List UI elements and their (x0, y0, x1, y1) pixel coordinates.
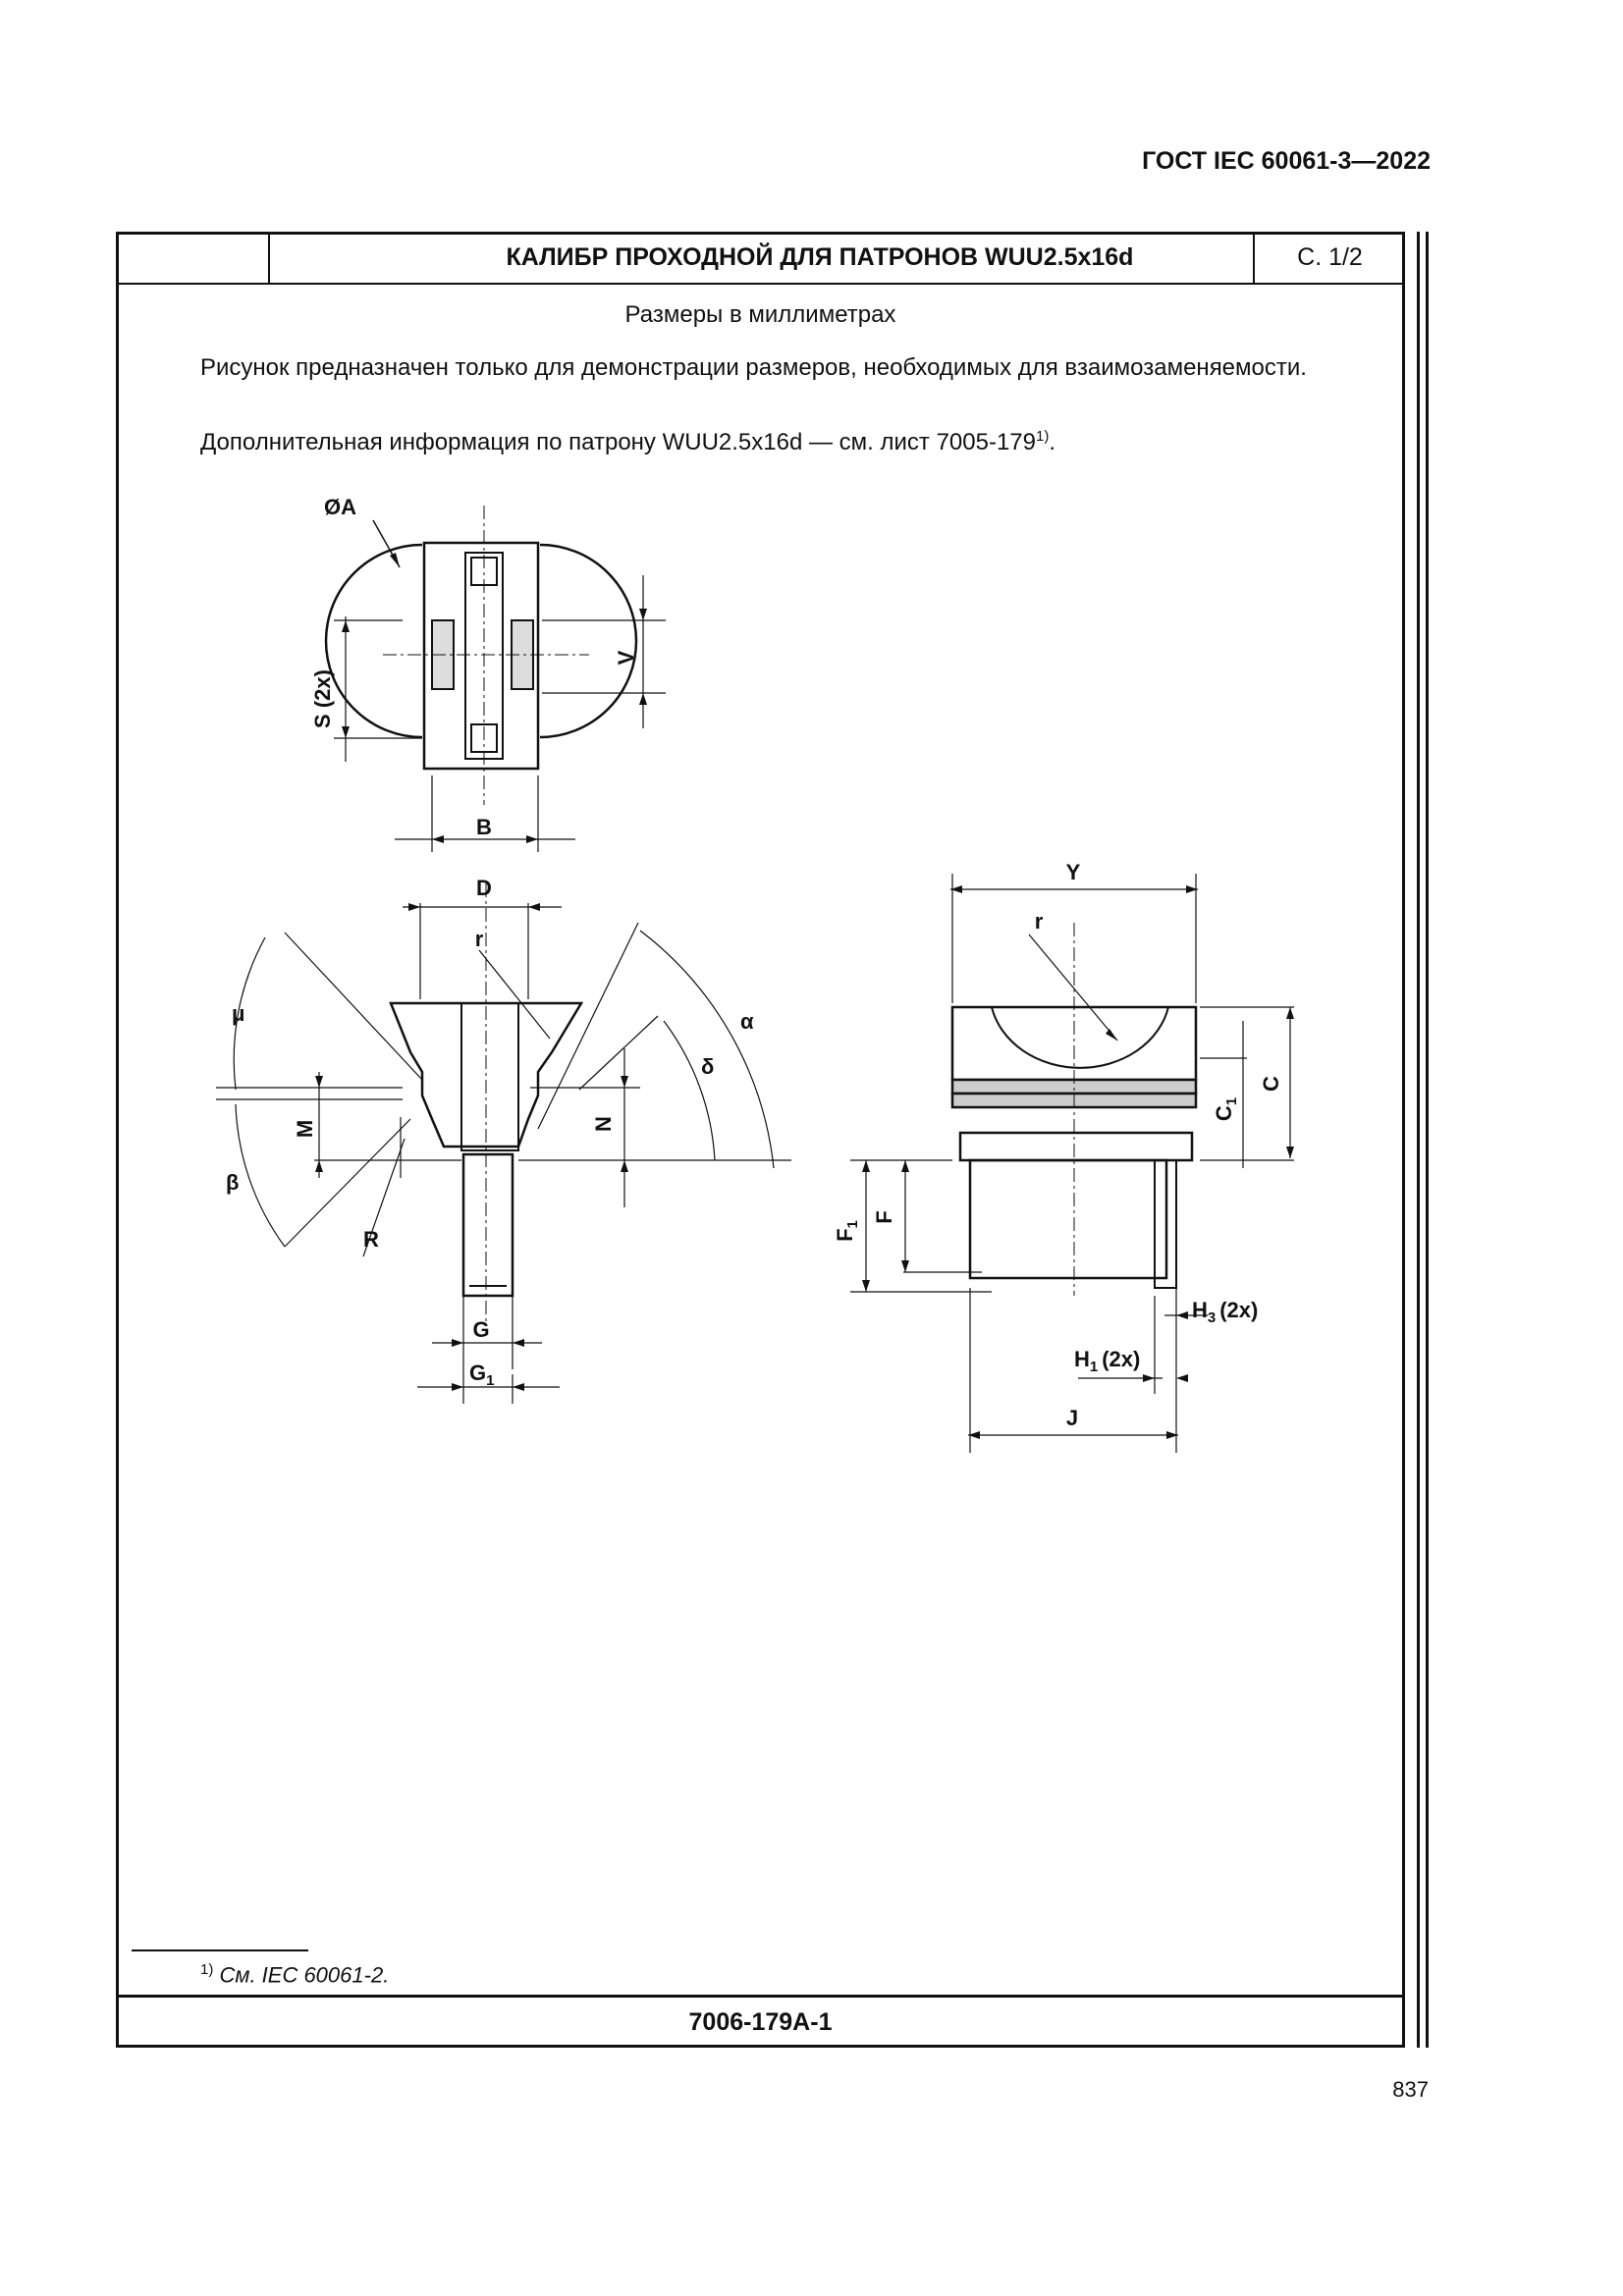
label-V: V (614, 650, 638, 666)
technical-drawing (116, 481, 1294, 1512)
paragraph-reference (200, 419, 1462, 459)
footnote-mark: 1) (200, 1961, 214, 1978)
label-r: r (474, 927, 484, 951)
margin-rule (1426, 232, 1429, 2048)
label-F: F (872, 1210, 896, 1224)
standard-code: ГОСТ IEC 60061-3—2022 (1142, 147, 1431, 175)
label-S: S (2x) (310, 669, 335, 728)
title-block (116, 232, 1405, 285)
label-mu: μ (232, 1001, 245, 1026)
sheet-number: С. 1/2 (1253, 232, 1405, 283)
label-D: D (476, 876, 492, 900)
reference-end: . (1049, 429, 1056, 455)
footnote-marker: 1) (1036, 428, 1050, 445)
label-G: G (472, 1317, 490, 1342)
label-J: J (1065, 1406, 1079, 1430)
side-view-right (850, 874, 1294, 1453)
footnote (200, 1961, 389, 1988)
label-F1: $F_1$ (833, 1220, 861, 1242)
label-C: C (1259, 1076, 1283, 1092)
reference-text: Дополнительная информация по патрону WUU2.5x16d — см. лист 7005-179 (200, 429, 1036, 455)
label-H3: $H_3$ (2x) (1192, 1298, 1259, 1326)
title-empty-cell (116, 232, 270, 283)
label-C1: $C_1$ (1212, 1096, 1240, 1122)
sheet-code: 7006-179A-1 (116, 1995, 1405, 2048)
label-Y: Y (1065, 860, 1081, 884)
label-G1: $G_1$ (469, 1361, 495, 1389)
units-note: Размеры в миллиметрах (624, 301, 896, 328)
dimension-arrows (315, 553, 1294, 1439)
label-alpha: α (740, 1009, 754, 1034)
label-delta: δ (701, 1054, 715, 1079)
label-M: M (293, 1119, 317, 1139)
label-B: B (476, 815, 492, 839)
page-number: 837 (1392, 2077, 1429, 2102)
top-view (326, 506, 666, 852)
sheet-title: КАЛИБР ПРОХОДНОЙ ДЛЯ ПАТРОНОВ WUU2.5x16d (506, 243, 1134, 271)
side-view-left (216, 883, 791, 1404)
paragraph: Рисунок предназначен только для демонстрации размеров, необходимых для взаимозаменяемости. (200, 354, 1307, 381)
footnote-text: См. IEC 60061-2. (219, 1962, 390, 1988)
label-diameter-A: ØA (324, 495, 356, 519)
margin-rule (1417, 232, 1420, 2048)
label-beta: β (226, 1170, 240, 1195)
label-H1: $H_1$ (2x) (1074, 1347, 1141, 1375)
label-r-right: r (1034, 909, 1044, 934)
label-R: R (363, 1227, 379, 1252)
label-N: N (591, 1116, 616, 1132)
footnote-separator (132, 1949, 308, 1951)
